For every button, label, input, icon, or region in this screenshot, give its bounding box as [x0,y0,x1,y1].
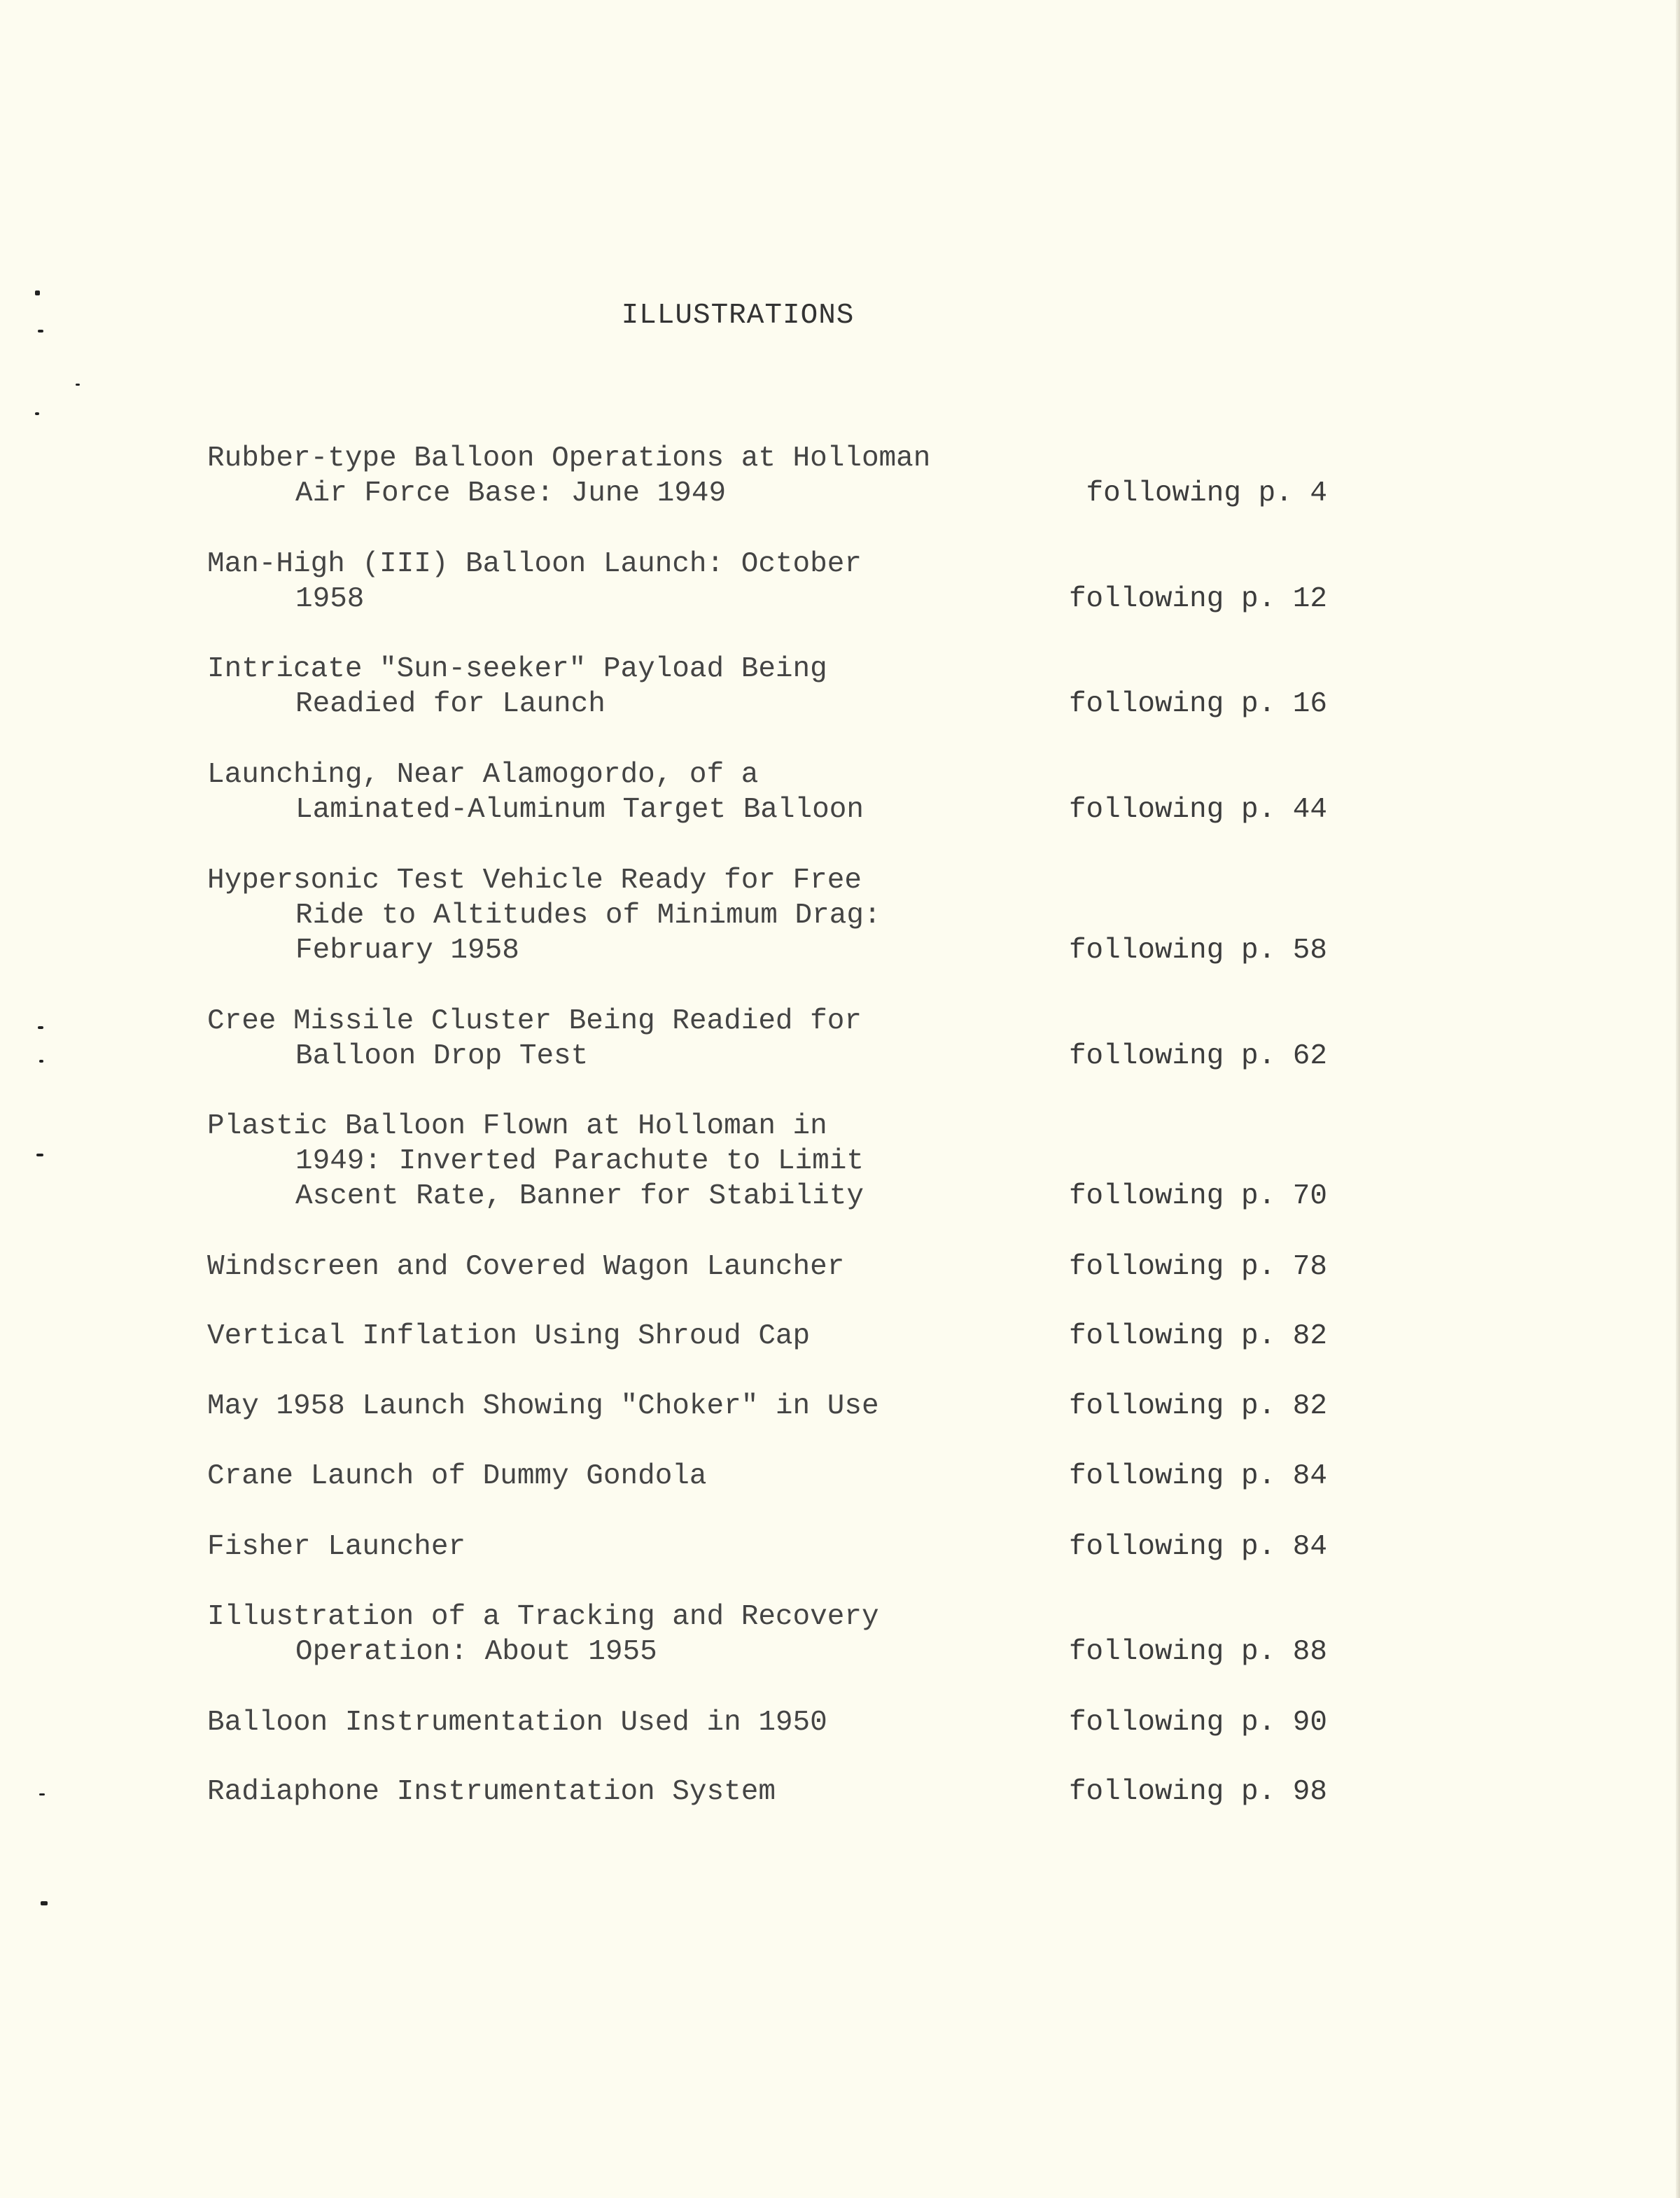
illustration-entry [207,1774,1341,1809]
paper-edge [1676,0,1680,2198]
entry-title-line: February 1958 [295,934,519,967]
margin-speck [35,412,39,415]
entry-page-ref: following p. 70 [1068,1180,1327,1212]
entry-title-line: Ride to Altitudes of Minimum Drag: [295,899,881,932]
entry-page-ref: following p. 58 [1068,934,1327,967]
entry-title-line: Operation: About 1955 [295,1636,657,1668]
entry-title-line: Plastic Balloon Flown at Holloman in [207,1110,827,1142]
illustration-entry [207,863,1341,968]
margin-speck [35,290,40,295]
illustration-entry [207,652,1341,722]
illustration-entry [207,1319,1341,1354]
entry-title-line: Cree Missile Cluster Being Readied for [207,1005,862,1037]
entry-title-line: Vertical Inflation Using Shroud Cap [207,1320,811,1352]
entry-title-line: Intricate "Sun-seeker" Payload Being [207,653,827,685]
illustration-entry [207,441,1341,511]
entry-title-line: Readied for Launch [295,688,606,720]
entry-page-ref: following p. 4 [1086,477,1327,510]
entry-page-ref: following p. 12 [1068,583,1327,615]
illustration-entry [207,1530,1341,1564]
illustration-entry [207,1250,1341,1284]
entry-title-line: Balloon Instrumentation Used in 1950 [207,1707,827,1739]
illustration-entry [207,1705,1341,1740]
entry-page-ref: following p. 98 [1068,1776,1327,1808]
illustration-entry [207,1600,1341,1670]
entry-title-line: Man-High (III) Balloon Launch: October [207,548,862,580]
entry-title-line: Crane Launch of Dummy Gondola [207,1460,707,1492]
entry-title-line: 1958 [295,583,365,615]
margin-speck [41,1901,48,1905]
entry-title-line: 1949: Inverted Parachute to Limit [295,1145,864,1177]
illustration-entry [207,1109,1341,1214]
margin-speck [36,1154,43,1156]
entry-page-ref: following p. 78 [1068,1251,1327,1283]
entry-page-ref: following p. 88 [1068,1636,1327,1668]
entry-page-ref: following p. 90 [1068,1707,1327,1739]
margin-speck [39,1060,43,1063]
entry-page-ref: following p. 62 [1068,1040,1327,1072]
entry-title-line: Air Force Base: June 1949 [295,477,727,510]
entry-title-line: Hypersonic Test Vehicle Ready for Free [207,864,862,897]
entry-title-line: Launching, Near Alamogordo, of a [207,759,759,791]
entry-title-line: May 1958 Launch Showing "Choker" in Use [207,1390,879,1422]
entry-title-line: Radiaphone Instrumentation System [207,1776,776,1808]
illustration-entry [207,757,1341,827]
page-heading: ILLUSTRATIONS [621,300,855,332]
illustration-entry [207,1004,1341,1074]
entry-title-line: Windscreen and Covered Wagon Launcher [207,1251,845,1283]
entry-title-line: Fisher Launcher [207,1531,466,1563]
entry-page-ref: following p. 44 [1068,794,1327,826]
margin-speck [38,330,43,332]
entry-title-line: Illustration of a Tracking and Recovery [207,1601,879,1633]
entry-title-line: Laminated-Aluminum Target Balloon [295,794,864,826]
margin-speck [76,384,80,386]
entry-page-ref: following p. 16 [1068,688,1327,720]
entry-title-line: Ascent Rate, Banner for Stability [295,1180,864,1212]
margin-speck [38,1026,43,1029]
entry-title-line: Rubber-type Balloon Operations at Holloman [207,442,931,475]
entry-page-ref: following p. 82 [1068,1320,1327,1352]
entry-page-ref: following p. 82 [1068,1390,1327,1422]
illustration-entry [207,1459,1341,1494]
entry-page-ref: following p. 84 [1068,1460,1327,1492]
entry-page-ref: following p. 84 [1068,1531,1327,1563]
illustration-entry [207,547,1341,617]
illustration-entry [207,1389,1341,1424]
margin-speck [39,1793,45,1795]
entry-title-line: Balloon Drop Test [295,1040,589,1072]
